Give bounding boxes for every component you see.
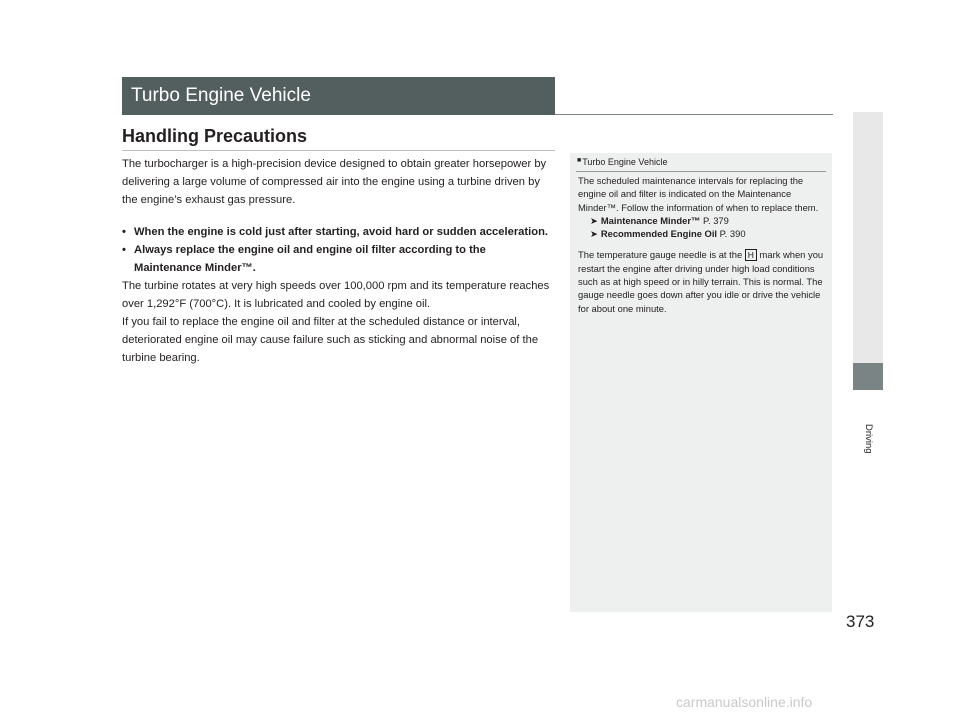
list-item <box>122 241 554 277</box>
side-tab-label: Driving <box>863 424 874 454</box>
intro-paragraph: The turbocharger is a high-precision device designed to obtain greater horsepower by delivering a large volume of compressed air into the engine using a turbine driven by the engine’s exhaust gas pressure. <box>122 158 547 206</box>
reference-page: P. 379 <box>702 214 729 226</box>
section-title: Turbo Engine Vehicle <box>131 85 311 106</box>
watermark: carmanualsonline.info <box>676 694 813 710</box>
note-icon: ■ <box>577 157 582 164</box>
sidebar-text-before: The temperature gauge needle is at the <box>578 249 743 261</box>
main-text <box>122 155 554 367</box>
page-heading: Handling Precautions <box>122 126 308 146</box>
reference-label: Recommended Engine Oil <box>600 228 718 240</box>
reference-arrow-icon: ➤ <box>590 228 598 240</box>
sidebar-title <box>577 157 667 167</box>
bullet-icon: • <box>122 226 126 238</box>
reference-link[interactable] <box>578 214 824 227</box>
reference-arrow-icon: ➤ <box>590 214 598 226</box>
sidebar-body <box>578 174 824 315</box>
page-number: 373 <box>846 612 875 631</box>
sidebar-text: The scheduled maintenance intervals for replacing the engine oil and filter is indicated on the Maintenance Minder™. Follow the information of when to replace them. <box>578 175 819 213</box>
sidebar-text <box>578 248 824 314</box>
banner-rule <box>555 114 833 115</box>
sidebar-title-text: Turbo Engine Vehicle <box>582 157 668 167</box>
sidebar-text-after: mark when you restart the engine after driving under high load conditions such as at high speed or in hilly terrain. This is normal. The gauge needle goes down after you idle or drive the vehicle for about one minute. <box>578 249 824 314</box>
sidebar-rule <box>576 171 826 172</box>
failure-paragraph: If you fail to replace the engine oil and filter at the scheduled distance or interval, deteriorated engine oil may cause failure such as sticking and abnormal noise of the turbine bearing. <box>122 316 539 364</box>
heading-rule <box>122 150 555 151</box>
reference-page: P. 390 <box>719 228 746 240</box>
bullet-text: When the engine is cold just after starting, avoid hard or sudden acceleration. <box>134 226 549 238</box>
precautions-list <box>122 223 554 277</box>
h-mark-badge: H <box>745 249 757 261</box>
side-tab-track <box>853 112 883 363</box>
side-tab-marker <box>853 363 883 390</box>
turbine-paragraph: The turbine rotates at very high speeds over 100,000 rpm and its temperature reaches over 1,292°F (700°C). It is lubricated and cooled by engine oil. <box>122 280 550 310</box>
list-item <box>122 223 554 241</box>
bullet-icon: • <box>122 244 126 256</box>
reference-link[interactable] <box>578 227 824 240</box>
reference-label: Maintenance Minder™ <box>600 214 701 226</box>
section-banner <box>122 77 555 115</box>
bullet-text: Always replace the engine oil and engine oil filter according to the Maintenance Minder™. <box>134 244 486 274</box>
